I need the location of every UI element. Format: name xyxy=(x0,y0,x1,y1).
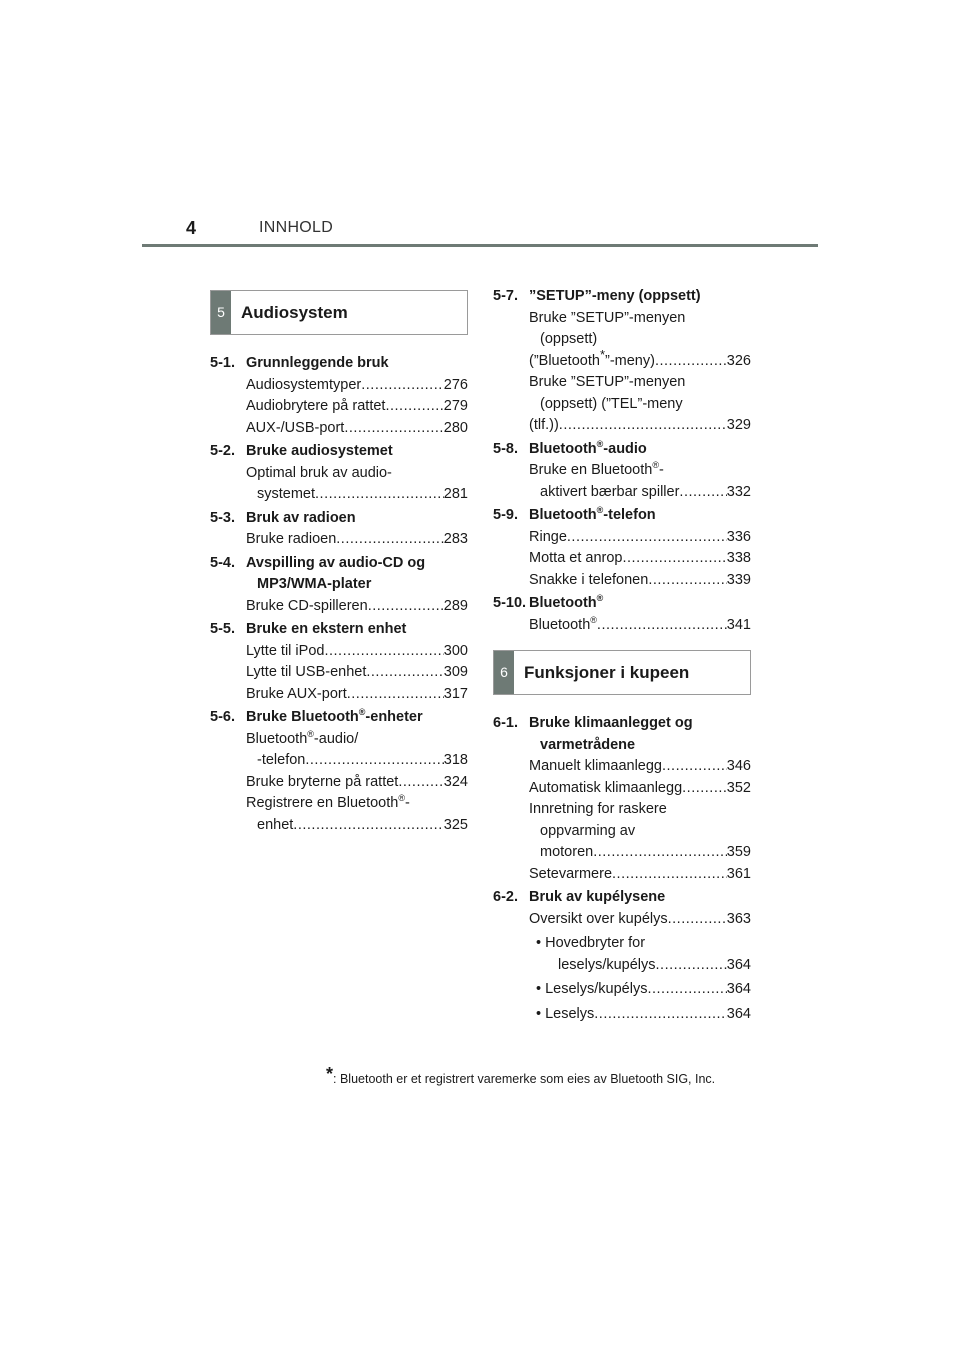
toc-chapter-5-7[interactable]: 5-7. ”SETUP”-meny (oppsett) xyxy=(493,288,701,304)
toc-item[interactable]: Lytte til USB-enhet ..... 309 xyxy=(246,662,468,684)
page-ref: 329 xyxy=(726,417,751,433)
toc-column-right xyxy=(493,284,751,1025)
toc-item[interactable]: Motta et anrop ..... 338 xyxy=(529,548,751,570)
page-ref: 339 xyxy=(726,571,751,588)
toc-items-6-2 xyxy=(493,909,751,1026)
toc-item[interactable]: Manuelt klimaanlegg ..... 346 xyxy=(529,756,751,778)
toc-item[interactable]: AUX-/USB-port ..... 280 xyxy=(246,418,468,440)
toc-items-5-2[interactable]: Optimal bruk av audio- systemet ..... 281 xyxy=(210,463,468,506)
section-tab: 6 xyxy=(494,651,514,694)
page-ref: 289 xyxy=(443,597,468,614)
toc-items-5-1 xyxy=(210,375,468,440)
toc-item[interactable]: Snakke i telefonen ..... 339 xyxy=(529,570,751,592)
toc-chapter-5-2[interactable]: 5-2. Bruke audiosystemet xyxy=(210,443,393,459)
toc-column-left xyxy=(210,290,468,836)
footnote-text: : Bluetooth er et registrert varemerke som eies av Bluetooth SIG, Inc. xyxy=(333,1072,716,1086)
page-ref: 279 xyxy=(443,398,468,414)
toc-chapter-5-9[interactable]: 5-9. Bluetooth®-telefon xyxy=(493,505,656,523)
page-ref: 332 xyxy=(726,483,751,500)
toc-bullet-item[interactable]: • Leselys/kupélys ..... 364 xyxy=(529,979,751,1001)
toc-bullet-item[interactable]: • Hovedbryter for leselys/kupélys ..... 364 xyxy=(529,933,751,976)
toc-chapter-6-2[interactable]: 6-2. Bruk av kupélysene xyxy=(493,889,666,905)
toc-chapter-6-1[interactable]: 6-1. Bruke klimaanlegget og varmetrådene xyxy=(493,715,693,753)
header-rule xyxy=(142,244,818,247)
toc-item[interactable]: Audiosystemtyper ..... 276 xyxy=(246,375,468,397)
toc-item[interactable]: Automatisk klimaanlegg ..... 352 xyxy=(529,778,751,800)
page-ref: 352 xyxy=(726,779,751,796)
page-ref: 325 xyxy=(443,816,468,833)
section-tab: 5 xyxy=(211,291,231,334)
page-ref: 324 xyxy=(443,773,468,790)
page-number: 4 xyxy=(186,218,197,238)
toc-chapter-5-1[interactable]: 5-1. Grunnleggende bruk xyxy=(210,355,389,371)
page-ref: 346 xyxy=(726,758,751,774)
page-ref: 341 xyxy=(726,616,751,633)
section-header-5[interactable] xyxy=(210,290,468,335)
toc-chapter-5-10[interactable]: 5-10. Bluetooth® xyxy=(493,593,604,611)
toc-item[interactable]: Innretning for raskere oppvarming av motoren ..... 359 xyxy=(529,799,751,864)
toc-chapter-5-4[interactable]: 5-4. Avspilling av audio-CD og MP3/WMA-plater xyxy=(210,554,426,592)
page-ref: 309 xyxy=(443,664,468,680)
section-title: Audiosystem xyxy=(241,302,348,322)
toc-item[interactable]: Bruke AUX-port ..... 317 xyxy=(246,684,468,706)
toc-item[interactable]: Setevarmere ..... 361 xyxy=(529,864,751,886)
page-ref: 336 xyxy=(726,528,751,545)
section-title: Funksjoner i kupeen xyxy=(524,662,690,682)
page-ref: 300 xyxy=(443,642,468,659)
toc-item[interactable]: Oversikt over kupélys ..... 363 xyxy=(529,909,751,931)
page-ref: 283 xyxy=(443,531,468,547)
page-ref: 363 xyxy=(726,910,751,927)
toc-chapter-5-8[interactable]: 5-8. Bluetooth®-audio xyxy=(493,438,647,457)
page-ref: 318 xyxy=(443,752,468,768)
page-ref: 361 xyxy=(726,865,751,882)
toc-items-5-5 xyxy=(210,641,468,706)
toc-items-5-6 xyxy=(210,729,468,837)
toc-item[interactable]: Lytte til iPod ..... 300 xyxy=(246,641,468,663)
page-ref: 338 xyxy=(726,550,751,566)
toc-items-5-10[interactable]: Bluetooth® ..... 341 xyxy=(493,615,751,637)
toc-item[interactable]: Bruke ”SETUP”-menyen (oppsett) (”Bluetooth*”-meny) ..... 326 xyxy=(529,308,751,373)
page-ref: 359 xyxy=(726,844,751,860)
page-ref: 317 xyxy=(443,685,468,702)
page-ref: 364 xyxy=(726,1005,751,1022)
chapter-title: INNHOLD xyxy=(259,219,334,236)
page-ref: 276 xyxy=(443,376,468,393)
toc-bullet-item[interactable]: • Leselys ..... 364 xyxy=(529,1004,751,1026)
page-ref: 326 xyxy=(726,352,751,369)
toc-item[interactable]: Bruke ”SETUP”-menyen (oppsett) (”TEL”-meny (tlf.)) ..... 329 xyxy=(529,372,751,437)
toc-item[interactable]: Registrere en Bluetooth®- enhet ..... 325 xyxy=(246,793,468,836)
footnote xyxy=(326,1064,715,1086)
section-header-6[interactable] xyxy=(493,650,751,695)
page-ref: 364 xyxy=(726,981,751,997)
page-ref: 280 xyxy=(443,419,468,436)
toc-item[interactable]: Bruke bryterne på rattet ..... 324 xyxy=(246,772,468,794)
toc-items-5-4[interactable]: Bruke CD-spilleren ..... 289 xyxy=(210,596,468,618)
toc-chapter-5-3[interactable]: 5-3. Bruk av radioen xyxy=(210,509,356,526)
toc-chapter-5-5[interactable]: 5-5. Bruke en ekstern enhet xyxy=(210,621,407,637)
toc-item[interactable]: Ringe ..... 336 xyxy=(529,527,751,549)
toc-items-5-9 xyxy=(493,527,751,592)
toc-items-5-3[interactable]: Bruke radioen ..... 283 xyxy=(210,529,468,551)
toc-chapter-5-6[interactable]: 5-6. Bruke Bluetooth®-enheter xyxy=(210,707,423,725)
page-ref: 281 xyxy=(443,486,468,502)
toc-items-6-1 xyxy=(493,756,751,885)
toc-items-5-8[interactable]: Bruke en Bluetooth®- aktivert bærbar spiller ..... 332 xyxy=(493,460,751,503)
page-ref: 364 xyxy=(726,956,751,973)
page-header xyxy=(142,214,818,248)
toc-items-5-7 xyxy=(493,308,751,437)
toc-item[interactable]: Audiobrytere på rattet ..... 279 xyxy=(246,396,468,418)
toc-item[interactable]: Bluetooth®-audio/ -telefon ..... 318 xyxy=(246,729,468,772)
footnote-star: * xyxy=(326,1064,334,1084)
